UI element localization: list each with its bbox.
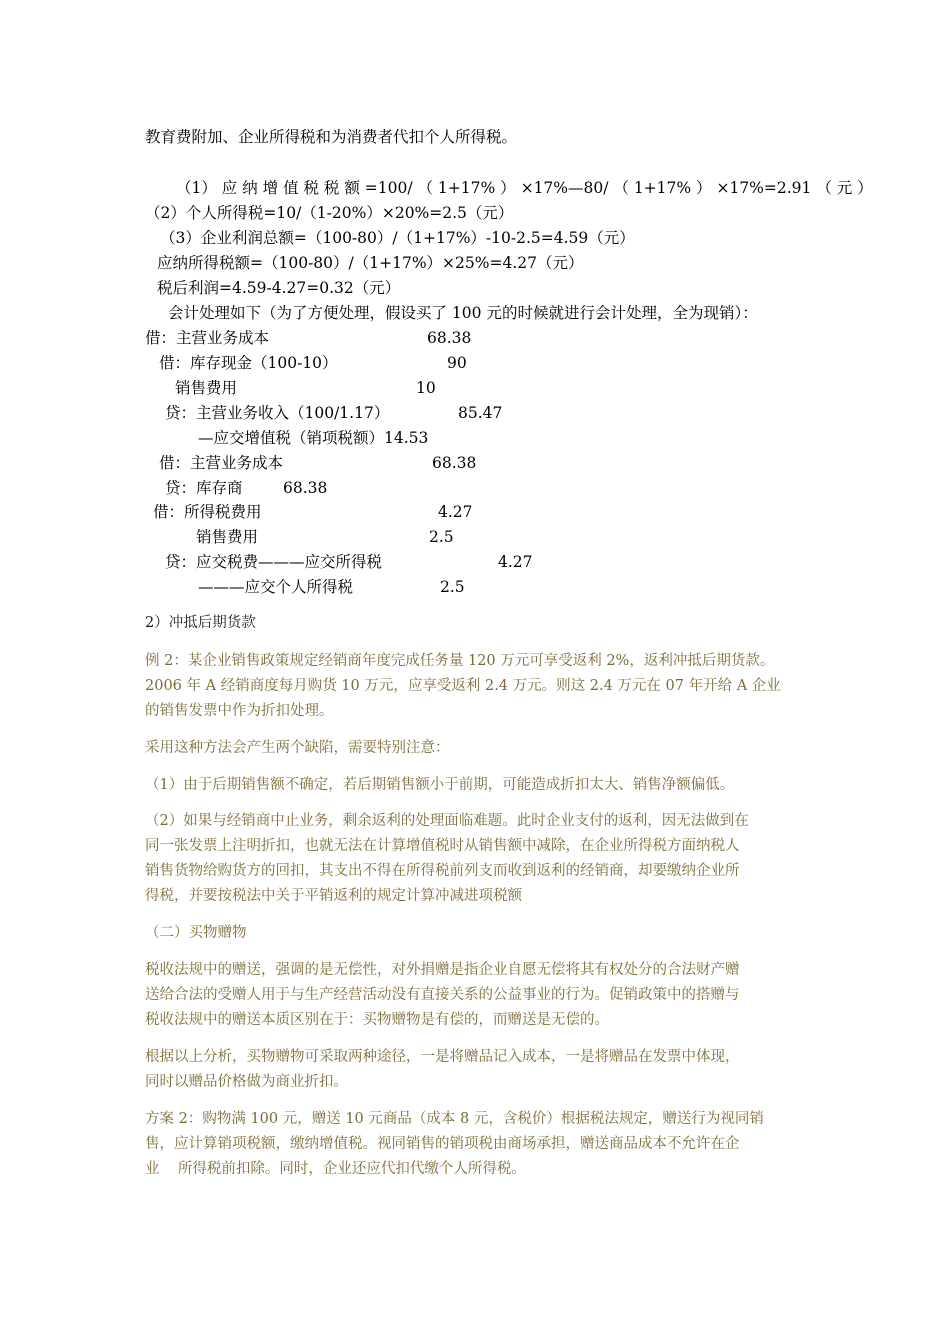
defect-2-line: 得税，并要按税法中关于平销返利的规定计算冲减进项税额 bbox=[145, 888, 522, 904]
analysis-line: 同时以赠品价格做为商业折扣。 bbox=[145, 1074, 348, 1090]
entry-label: 借：所得税费用 bbox=[153, 503, 262, 521]
entry-value: 2.5 bbox=[429, 528, 454, 546]
defect-2-line: （2）如果与经销商中止业务，剩余返利的处理面临难题。此时企业支付的返利，因无法做到在 bbox=[145, 813, 749, 829]
entry-label: —应交增值税（销项税额）14.53 bbox=[198, 429, 429, 447]
plan2-line: 业 所得税前扣除。同时，企业还应代扣代缴个人所得税。 bbox=[145, 1161, 526, 1177]
heading-rebate: 2）冲抵后期货款 bbox=[145, 615, 256, 631]
heading-gift: （二）买物赠物 bbox=[145, 925, 247, 941]
entry-label: ———应交个人所得税 bbox=[198, 578, 354, 596]
defect-1: （1）由于后期销售额不确定，若后期销售额小于前期，可能造成折扣太大、销售净额偏低。 bbox=[145, 777, 735, 793]
example2-line: 2006 年 A 经销商度每月购货 10 万元，应享受返利 2.4 万元。则这 2.4 万元在 07 年开给 A 企业 bbox=[145, 678, 781, 694]
entry-value: 85.47 bbox=[458, 404, 503, 422]
entry-label: 销售费用 bbox=[175, 379, 238, 397]
calc-line-after-tax-profit: 税后利润=4.59-4.27=0.32（元） bbox=[157, 279, 401, 297]
accounting-intro: 会计处理如下（为了方便处理，假设买了 100 元的时候就进行会计处理，全为现销）： bbox=[168, 304, 758, 322]
entry-value: 2.5 bbox=[440, 578, 465, 596]
entry-label: 贷：主营业务收入（100/1.17） bbox=[165, 404, 390, 422]
calc-line-vat: （1） 应 纳 增 值 税 税 额 =100/ （ 1+17% ） ×17%—80/ （ 1+17% ） ×17%=2.91 （ 元 ） bbox=[176, 179, 873, 197]
defect-2-line: 同一张发票上注明折扣，也就无法在计算增值税时从销售额中减除，在企业所得税方面纳税人 bbox=[145, 838, 740, 854]
entry-value: 68.38 bbox=[432, 454, 477, 472]
entry-label: 借：主营业务成本 bbox=[145, 329, 270, 347]
analysis-line: 根据以上分析，买物赠物可采取两种途径，一是将赠品记入成本，一是将赠品在发票中体现， bbox=[145, 1049, 740, 1065]
entry-label: 借：库存现金（100-10） bbox=[159, 354, 338, 372]
calc-line-profit-total: （3）企业利润总额=（100-80）/（1+17%）-10-2.5=4.59（元） bbox=[160, 229, 635, 247]
example2-line: 例 2：某企业销售政策规定经销商年度完成任务量 120 万元可享受返利 2%，返利冲抵后期货款。 bbox=[145, 653, 775, 669]
entry-label: 贷：应交税费———应交所得税 bbox=[165, 553, 383, 571]
entry-label: 借：主营业务成本 bbox=[159, 454, 284, 472]
entry-value: 68.38 bbox=[283, 479, 328, 497]
plan2-line: 售，应计算销项税额，缴纳增值税。视同销售的销项税由商场承担，赠送商品成本不允许在企 bbox=[145, 1136, 740, 1152]
intro-line: 教育费附加、企业所得税和为消费者代扣个人所得税。 bbox=[145, 128, 518, 146]
entry-value: 4.27 bbox=[498, 553, 533, 571]
entry-label: 销售费用 bbox=[196, 528, 259, 546]
gift-para-line: 送给合法的受赠人用于与生产经营活动没有直接关系的公益事业的行为。促销政策中的搭赠与 bbox=[145, 987, 740, 1003]
entry-value: 68.38 bbox=[427, 329, 472, 347]
calc-line-income-tax: 应纳所得税额=（100-80）/（1+17%）×25%=4.27（元） bbox=[157, 254, 584, 272]
entry-label: 贷：库存商 bbox=[165, 479, 243, 497]
defects-intro: 采用这种方法会产生两个缺陷，需要特别注意： bbox=[145, 740, 450, 756]
gift-para-line: 税收法规中的赠送本质区别在于：买物赠物是有偿的，而赠送是无偿的。 bbox=[145, 1012, 609, 1028]
plan2-line: 方案 2：购物满 100 元，赠送 10 元商品（成本 8 元，含税价）根据税法规定，赠送行为视同销 bbox=[145, 1111, 764, 1127]
defect-2-line: 销售货物给购货方的回扣，其支出不得在所得税前列支而收到返利的经销商，却要缴纳企业所 bbox=[145, 863, 740, 879]
example2-line: 的销售发票中作为折扣处理。 bbox=[145, 703, 334, 719]
gift-para-line: 税收法规中的赠送，强调的是无偿性，对外捐赠是指企业自愿无偿将其有权处分的合法财产赠 bbox=[145, 962, 740, 978]
entry-value: 4.27 bbox=[438, 503, 473, 521]
calc-line-personal-tax: （2）个人所得税=10/（1-20%）×20%=2.5（元） bbox=[145, 204, 514, 222]
entry-value: 10 bbox=[416, 379, 436, 397]
entry-value: 90 bbox=[447, 354, 467, 372]
